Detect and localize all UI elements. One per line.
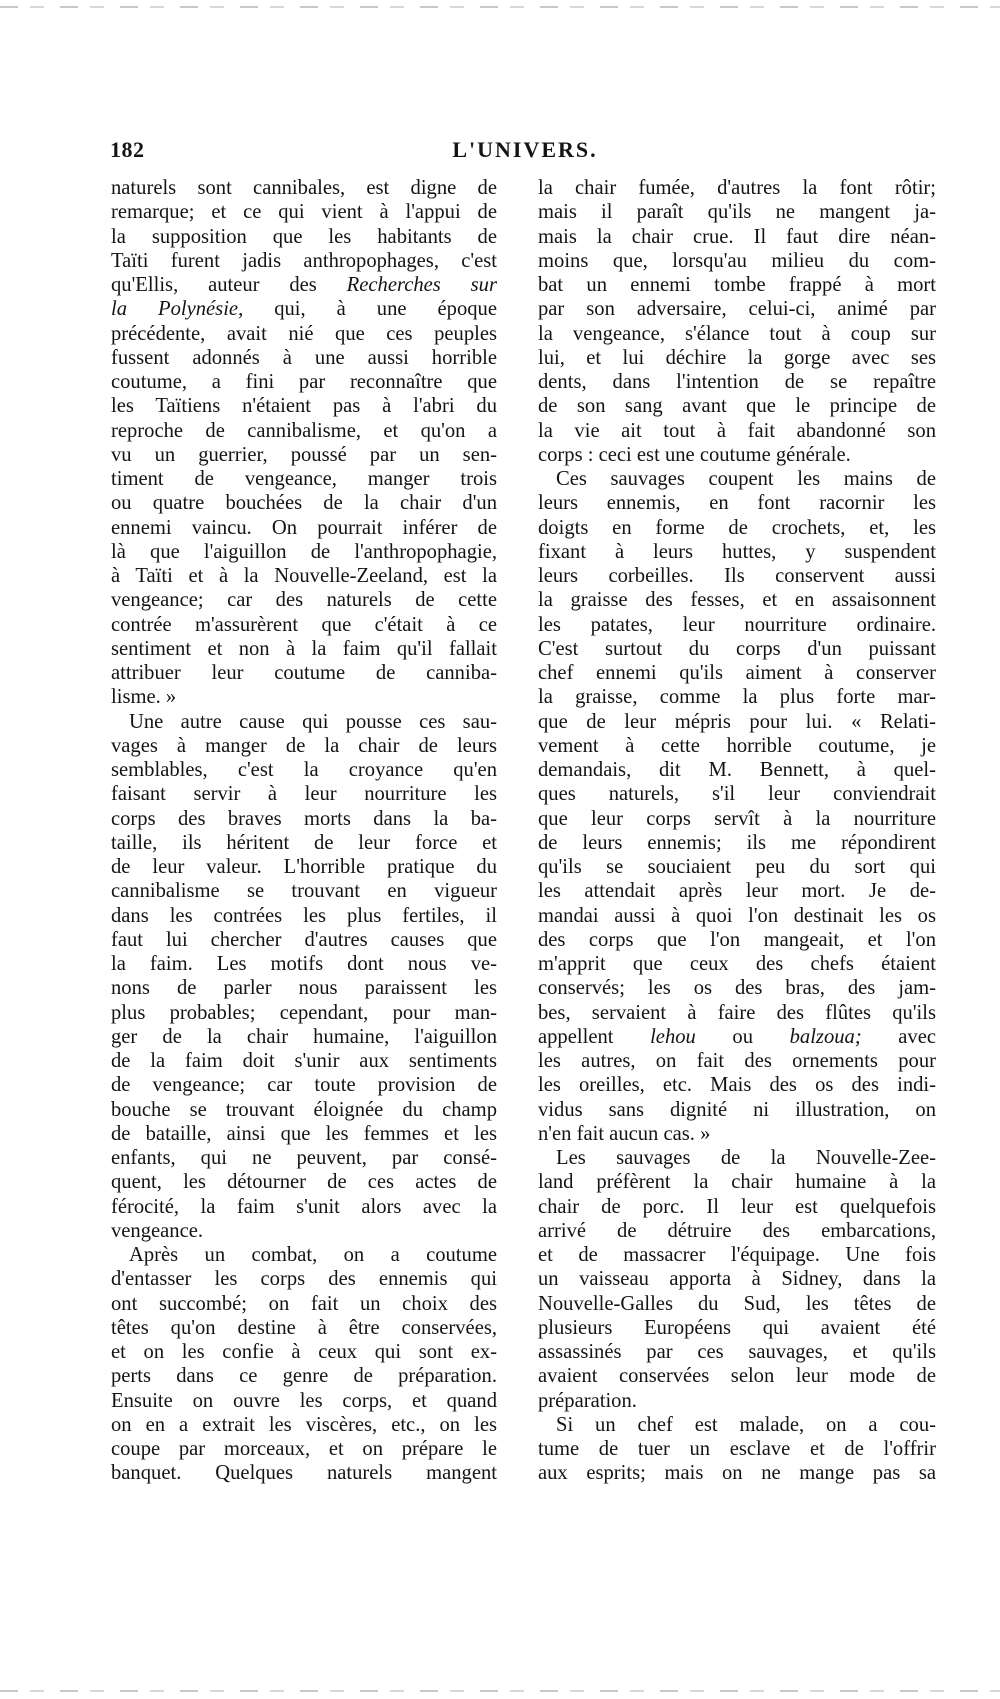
text-line: cannibalisme se trouvant en vigueur <box>111 880 497 903</box>
text-line: corps : ceci est une coutume générale. <box>538 443 851 466</box>
text-line: plus probables; cependant, pour man- <box>111 1001 497 1024</box>
text-line: de bataille, ainsi que les femmes et les <box>111 1122 497 1145</box>
text-line: reproche de cannibalisme, et qu'on a <box>111 419 497 442</box>
text-line: faut lui chercher d'autres causes que <box>111 928 497 951</box>
text-line: ques naturels, s'il leur conviendrait <box>538 783 936 806</box>
text-line: coupe par morceaux, et on prépare le <box>111 1438 497 1460</box>
text-line: mandai aussi à quoi l'on destinait les os <box>538 904 936 927</box>
text-line: arrivé de détruire des embarcations, <box>538 1219 936 1242</box>
text-line: avaient conservées selon leur mode de <box>538 1365 936 1388</box>
text-line: chair de porc. Il leur est quelquefois <box>538 1195 936 1218</box>
text-line: vengeance. <box>111 1219 204 1242</box>
text-line: et de massacrer l'équipage. Une fois <box>538 1244 936 1266</box>
text-line: timent de vengeance, manger trois <box>111 468 497 490</box>
text-line: bouche se trouvant éloignée du champ <box>111 1098 497 1121</box>
text-line: de vengeance; car toute provision de <box>111 1074 497 1097</box>
text-line: leurs corbeilles. Ils conservent aussi <box>538 565 936 587</box>
text-line: la supposition que les habitants de <box>111 225 497 248</box>
paragraph-start-line: Une autre cause qui pousse ces sau- <box>129 710 497 733</box>
text-line: taille, ils héritent de leur force et <box>111 831 497 854</box>
text-line: Taïti furent jadis anthropophages, c'est <box>111 249 497 272</box>
text-line: m'apprit que ceux des chefs étaient <box>538 953 936 975</box>
text-line: dans les contrées les plus fertiles, il <box>111 904 497 927</box>
text-line: on en a extrait les viscères, etc., on les <box>111 1413 497 1436</box>
text-line: ger de la chair humaine, l'aiguillon <box>111 1025 497 1048</box>
text-line: que leur corps servît à la nourriture <box>538 807 936 830</box>
text-line: de leurs ennemis; ils me répondirent <box>538 831 936 854</box>
text-line: vengeance; car des naturels de cette <box>111 589 497 612</box>
text-line: n'en fait aucun cas. » <box>538 1122 711 1145</box>
text-line: têtes qu'on destine à être conservées, <box>111 1316 497 1339</box>
text-line: vages à manger de la chair de leurs <box>111 734 497 757</box>
text-line: des corps que l'on mangeait, et l'on <box>538 928 936 951</box>
italic-title: lehou <box>650 1025 696 1048</box>
text-line: semblables, c'est la croyance qu'en <box>111 759 497 781</box>
paragraph-start-line: Après un combat, on a coutume <box>129 1244 497 1266</box>
text-line: les oreilles, etc. Mais des os des indi- <box>538 1074 936 1097</box>
text-line: d'entasser les corps des ennemis qui <box>111 1268 497 1291</box>
text-line: dents, dans l'intention de se repaître <box>538 371 936 393</box>
text-line: moins que, lorsqu'au milieu du com- <box>538 249 936 272</box>
text-line: la Polynésie, qui, à une époque <box>111 298 497 321</box>
text-line: les Taïtiens n'étaient pas à l'abri du <box>111 395 497 418</box>
running-title: L'UNIVERS. <box>452 137 598 162</box>
text-line: les patates, leur nourriture ordinaire. <box>538 613 936 636</box>
text-line: de son sang avant que le principe de <box>538 395 936 418</box>
page-number: 182 <box>110 137 145 162</box>
text-line: la vengeance, s'élance tout à coup sur <box>538 322 936 345</box>
text-line: doigts en forme de crochets, et, les <box>538 516 936 539</box>
text-line: ou quatre bouchées de la chair d'un <box>111 492 497 515</box>
text-column-right <box>538 176 936 1486</box>
text-line: de la faim doit s'unir aux sentiments <box>111 1050 497 1072</box>
text-line: contrée m'assurèrent que c'était à ce <box>111 613 497 636</box>
text-line: nons de parler nous paraissent les <box>111 977 497 1000</box>
text-line: faisant servir à leur nourriture les <box>111 783 497 806</box>
text-line: coutume, a fini par reconnaître que <box>111 371 497 393</box>
text-line: corps des braves morts dans la ba- <box>111 807 497 830</box>
text-line: sentiment et non à la faim qu'il fallait <box>111 637 497 660</box>
text-line: bes, servaient à faire des flûtes qu'ils <box>538 1001 936 1024</box>
text-line: la graisse, comme la plus forte mar- <box>538 686 936 709</box>
text-line: la vie ait tout à fait abandonné son <box>538 419 936 442</box>
text-line: land préfèrent la chair humaine à la <box>538 1171 936 1194</box>
paragraph-start-line: Ces sauvages coupent les mains de <box>556 468 936 490</box>
text-line: banquet. Quelques naturels mangent <box>111 1462 497 1485</box>
text-line: vidus sans dignité ni illustration, on <box>538 1098 936 1121</box>
text-line: mais la chair crue. Il faut dire néan- <box>538 225 936 248</box>
italic-title: Recherches sur <box>346 274 497 296</box>
text-line: lisme. » <box>111 686 177 709</box>
text-line: mais il paraît qu'ils ne mangent ja- <box>538 201 936 224</box>
text-line: remarque; et ce qui vient à l'appui de <box>111 201 497 224</box>
text-line: à Taïti et à la Nouvelle-Zeeland, est la <box>111 565 497 587</box>
text-line: ont succombé; on fait un choix des <box>111 1292 497 1315</box>
text-line: vu un guerrier, poussé par un sen- <box>111 443 497 466</box>
paragraph-start-line: Les sauvages de la Nouvelle-Zee- <box>556 1147 936 1169</box>
text-line: attribuer leur coutume de canniba- <box>111 662 497 684</box>
text-line: Nouvelle-Galles du Sud, les têtes de <box>538 1292 936 1315</box>
text-line: chef ennemi qu'ils aiment à conserver <box>538 662 936 684</box>
text-line: fussent adonnés à une aussi horrible <box>111 346 497 369</box>
text-line: qu'ils se souciaient peu du sort qui <box>538 856 936 878</box>
text-line: quent, les détourner de ces actes de <box>111 1171 497 1194</box>
italic-title: balzoua; <box>789 1025 862 1048</box>
text-line: que de leur mépris pour lui. « Relati- <box>538 710 936 733</box>
text-line: plusieurs Européens qui avaient été <box>538 1316 936 1339</box>
text-line: lui, et lui déchire la gorge avec ses <box>538 346 936 369</box>
text-line: bat un ennemi tombe frappé à mort <box>538 274 936 296</box>
text-line: appellent lehou ou balzoua; avec <box>538 1025 936 1048</box>
page-header <box>110 137 940 167</box>
text-line: précédente, avait nié que ces peuples <box>111 322 497 345</box>
text-line: aux esprits; mais on ne mange pas sa <box>538 1462 936 1485</box>
text-line: naturels sont cannibales, est digne de <box>111 177 497 199</box>
text-line: par son adversaire, celui-ci, animé par <box>538 298 936 321</box>
text-line: C'est surtout du corps d'un puissant <box>538 637 936 660</box>
text-line: demandais, dit M. Bennett, à quel- <box>538 759 936 781</box>
text-line: assassinés par ces sauvages, et qu'ils <box>538 1341 936 1363</box>
text-line: préparation. <box>538 1389 637 1412</box>
paragraph-start-line: Si un chef est malade, on a cou- <box>556 1413 936 1436</box>
text-line: la chair fumée, d'autres la font rôtir; <box>538 177 936 199</box>
text-line: enfants, qui ne peuvent, par consé- <box>111 1147 497 1169</box>
text-line: férocité, la faim s'unit alors avec la <box>111 1195 497 1218</box>
text-line: tume de tuer un esclave et de l'offrir <box>538 1438 936 1460</box>
scan-edge-top <box>0 6 1000 8</box>
text-line: un vaisseau apporta à Sidney, dans la <box>538 1268 936 1291</box>
italic-title: la Polynésie <box>111 298 239 321</box>
text-line: qu'Ellis, auteur des Recherches sur <box>111 274 497 296</box>
text-line: les attendait après leur mort. Je de- <box>538 880 936 903</box>
text-line: leurs ennemis, en font racornir les <box>538 492 936 515</box>
text-line: et on les confie à ceux qui sont ex- <box>111 1341 497 1363</box>
text-line: fixant à leurs huttes, y suspendent <box>538 540 936 563</box>
text-line: conservés; les os des bras, des jam- <box>538 977 936 1000</box>
text-line: là que l'aiguillon de l'anthropophagie, <box>111 540 497 563</box>
text-line: de leur valeur. L'horrible pratique du <box>111 856 497 878</box>
text-line: Ensuite on ouvre les corps, et quand <box>111 1389 497 1412</box>
text-column-left <box>111 176 497 1486</box>
text-line: perts dans ce genre de préparation. <box>111 1365 497 1388</box>
text-line: ennemi vaincu. On pourrait inférer de <box>111 516 497 539</box>
text-line: la graisse des fesses, et en assaisonnent <box>538 589 936 612</box>
text-line: vement à cette horrible coutume, je <box>538 734 936 757</box>
text-line: les autres, on fait des ornements pour <box>538 1050 936 1072</box>
scan-edge-bottom <box>0 1690 1000 1692</box>
text-line: la faim. Les motifs dont nous ve- <box>111 953 497 975</box>
